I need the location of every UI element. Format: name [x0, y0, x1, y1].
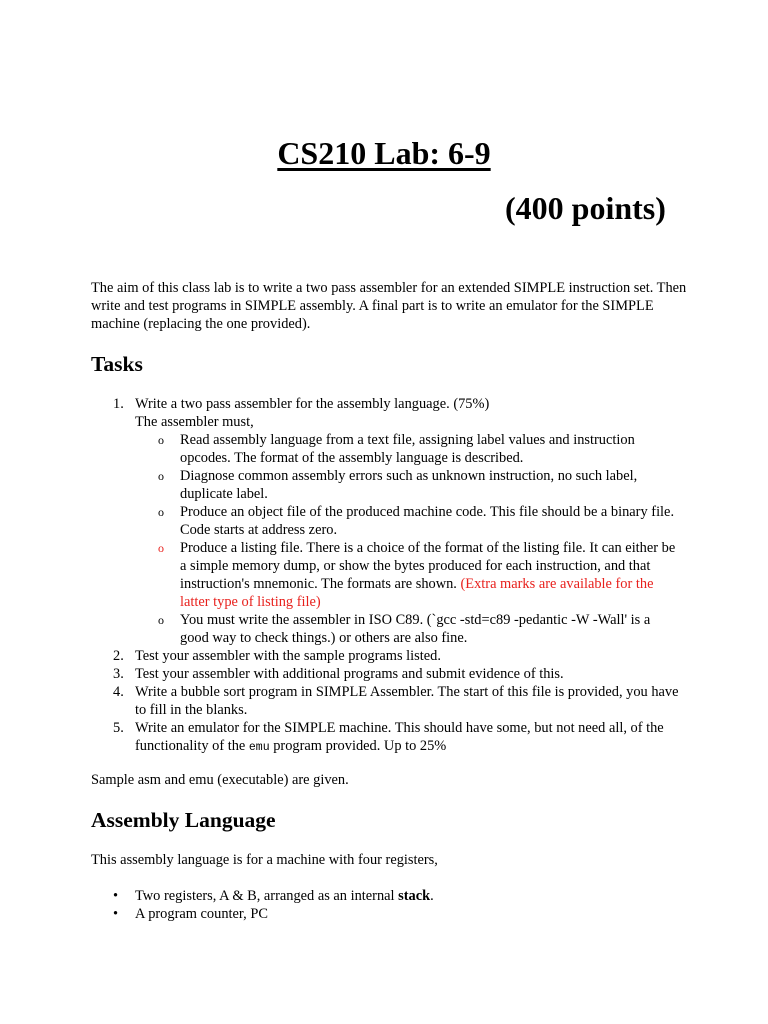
task-text-after: program provided. Up to 25%: [269, 738, 447, 754]
register-text: Two registers, A & B, arranged as an internal: [135, 888, 399, 904]
task-number: 1.: [113, 396, 124, 412]
tasks-list: [0, 395, 768, 757]
task-text: Test your assembler with the sample programs listed.: [135, 648, 441, 664]
register-item-1: [0, 887, 768, 905]
subtask-text: Read assembly language from a text file, assigning label values and instruction opcodes. The format of the assembly language is described.: [180, 432, 635, 466]
circle-bullet-icon: o: [158, 433, 164, 447]
circle-bullet-icon: o: [158, 505, 164, 519]
points-label: (400 points): [505, 190, 666, 226]
task-text: Write a bubble sort program in SIMPLE Assembler. The start of this file is provided, you have to fill in the blanks.: [135, 684, 679, 718]
task-item-5: [0, 719, 681, 757]
circle-bullet-icon: o: [158, 469, 164, 483]
subtask-text: Produce a listing file. There is a choice of the format of the listing file. It can either be a simple memory dump, or show the bytes produced for each instruction, and that instruction's mnemonic. The formats are shown.: [180, 540, 676, 592]
subtask-item-1: [0, 431, 680, 467]
task-item-2: [0, 647, 681, 665]
assembly-language-heading: Assembly Language: [91, 808, 276, 832]
task-number: 5.: [113, 720, 124, 736]
task-text: Write a two pass assembler for the assembly language. (75%): [135, 396, 490, 412]
subtask-item-4: [0, 539, 680, 611]
registers-list: [0, 887, 768, 923]
register-text-after: .: [430, 888, 434, 904]
task-subtext: The assembler must,: [135, 414, 254, 430]
subtask-text: Produce an object file of the produced machine code. This file should be a binary file. Code starts at address zero.: [180, 504, 675, 538]
subtask-item-3: [0, 503, 680, 539]
task-number: 2.: [113, 648, 124, 664]
page-title: CS210 Lab: 6-9: [277, 135, 491, 171]
subtask-item-2: [0, 467, 680, 503]
register-text: A program counter, PC: [135, 906, 268, 922]
bullet-dot-icon: •: [113, 888, 119, 904]
task-item-3: [0, 665, 681, 683]
register-bold: stack: [398, 888, 431, 904]
register-item-2: [0, 905, 768, 923]
assembly-intro: This assembly language is for a machine with four registers,: [91, 852, 438, 868]
sample-line: Sample asm and emu (executable) are given.: [91, 772, 349, 788]
bullet-dot-icon: •: [113, 906, 119, 922]
task-text: Test your assembler with additional programs and submit evidence of this.: [135, 666, 564, 682]
task-number: 3.: [113, 666, 124, 682]
extra-marks-note: (Extra marks are available for the latter type of listing file): [180, 576, 654, 610]
emu-code: emu: [248, 741, 270, 754]
circle-bullet-icon: o: [158, 613, 164, 627]
subtask-text: Diagnose common assembly errors such as unknown instruction, no such label, duplicate label.: [180, 468, 638, 502]
tasks-heading: Tasks: [91, 352, 143, 376]
task-text: [135, 719, 681, 757]
task-item-4: [0, 683, 681, 719]
subtask-item-5: [0, 611, 680, 647]
task-number: 4.: [113, 684, 124, 700]
subtask-text: You must write the assembler in ISO C89. (`gcc -std=c89 -pedantic -W -Wall' is a good way to check things.) or others are also fine.: [180, 612, 651, 646]
circle-bullet-icon: o: [158, 541, 164, 555]
task-text-before: Write an emulator for the SIMPLE machine. This should have some, but not need all, of the functionality of the: [135, 720, 664, 754]
intro-paragraph: The aim of this class lab is to write a two pass assembler for an extended SIMPLE instruction set. Then write and test programs in SIMPLE assembly. A final part is to write an emulator for the SIMPLE machine (replacing the one provided).: [91, 280, 687, 332]
task-item-1: [0, 395, 681, 431]
